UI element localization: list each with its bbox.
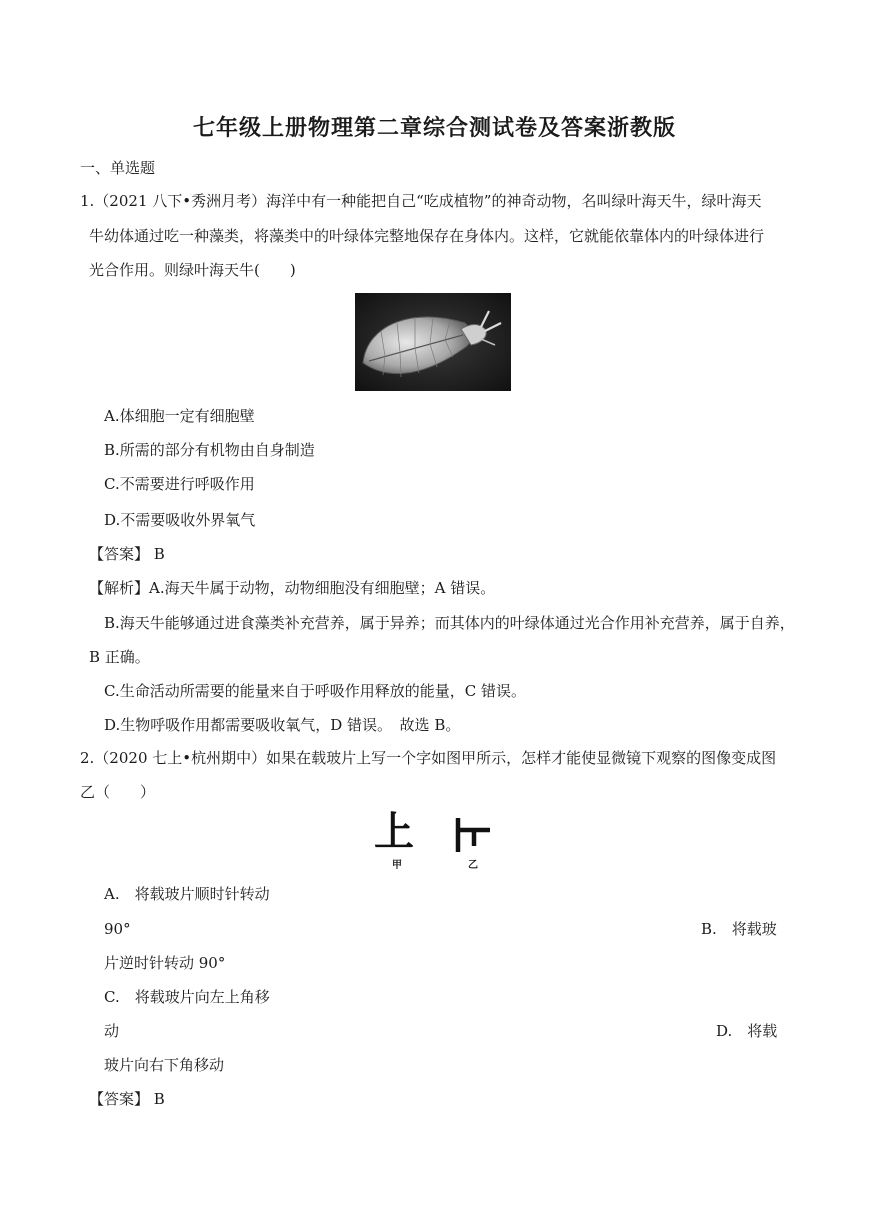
q1-analysis-line: C.生命活动所需要的能量来自于呼吸作用释放的能量，C 错误。	[104, 682, 526, 700]
q1-answer: 【答案】 B	[89, 545, 165, 563]
q1-stem-line: 牛幼体通过吃一种藻类，将藻类中的叶绿体完整地保存在身体内。这样，它就能依靠体内的叶绿体进行	[89, 227, 765, 245]
q1-analysis-line: D.生物呼吸作用都需要吸收氧气，D 错误。 故选 B。	[104, 716, 461, 734]
q1-option-d: D.不需要吸收外界氧气	[104, 511, 256, 529]
q2-option-a-cont: 90°	[104, 920, 131, 938]
figure-a-character: 上	[374, 809, 414, 855]
section-heading: 一、单选题	[80, 159, 156, 177]
figure-b-label: 乙	[468, 860, 478, 871]
q1-option-b: B.所需的部分有机物由自身制造	[104, 441, 315, 459]
q1-option-c: C.不需要进行呼吸作用	[104, 475, 255, 493]
q2-option-b: B. 将载玻	[701, 920, 777, 938]
figure-b-rotated-character	[454, 816, 494, 856]
q2-option-d: D. 将载	[716, 1022, 778, 1040]
q1-option-a: A.体细胞一定有细胞壁	[104, 407, 255, 425]
q1-analysis-line: B 正确。	[89, 648, 150, 666]
figure-a-label: 甲	[392, 860, 402, 871]
q2-answer: 【答案】 B	[89, 1090, 165, 1108]
q2-option-d-cont: 玻片向右下角移动	[104, 1056, 225, 1074]
page-title: 七年级上册物理第二章综合测试卷及答案浙教版	[192, 115, 676, 141]
q2-option-b-cont: 片逆时针转动 90°	[104, 954, 226, 972]
q2-option-c: C. 将载玻片向左上角移	[104, 988, 270, 1006]
q1-stem-line: 1.（2021 八下•秀洲月考）海洋中有一种能把自己“吃成植物”的神奇动物，名叫绿叶海天牛，绿叶海天	[80, 192, 762, 210]
q2-stem-line: 2.（2020 七上•杭州期中）如果在载玻片上写一个字如图甲所示，怎样才能使显微镜下观察的图像变成图	[80, 749, 777, 767]
q2-stem-line: 乙（ ）	[80, 783, 156, 801]
q1-stem-line: 光合作用。则绿叶海天牛( )	[89, 261, 296, 279]
slide-character-figure	[372, 809, 498, 876]
q1-analysis-line: B.海天牛能够通过进食藻类补充营养，属于异养；而其体内的叶绿体通过光合作用补充营养，属于自养，	[104, 614, 795, 632]
q1-analysis-line: 【解析】A.海天牛属于动物，动物细胞没有细胞壁；A 错误。	[89, 579, 496, 597]
sea-slug-photo	[355, 293, 511, 391]
q2-option-c-cont: 动	[104, 1022, 120, 1040]
q2-option-a: A. 将载玻片顺时针转动	[104, 885, 270, 903]
